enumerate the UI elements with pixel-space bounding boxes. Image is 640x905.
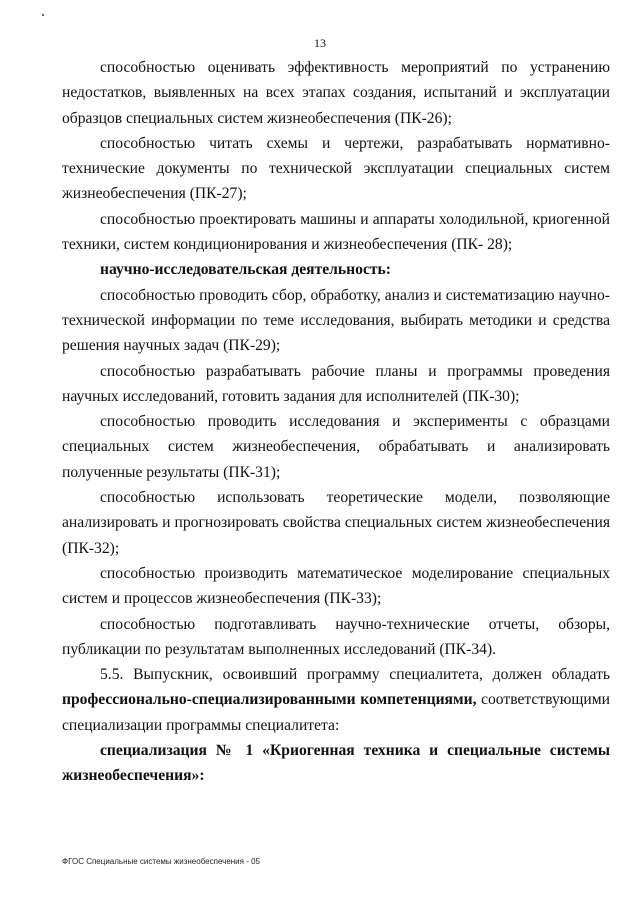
scan-speck [42,14,44,16]
paragraph-pk-33: способностью производить математическое моделирование специальных систем и процессов жизнеобеспечения (ПК-33); [62,564,610,608]
paragraph-5-5 [62,662,610,738]
paragraph-pk-32: способностью использовать теоретические модели, позволяющие анализировать и прогнозировать свойства специальных систем жизнеобеспечения (ПК-32); [62,489,610,557]
paragraph-pk-26: способностью оценивать эффективность мероприятий по устранению недостатков, выявленных на всех этапах создания, испытаний и эксплуатации образцов специальных систем жизнеобеспечения (ПК-26); [62,59,610,127]
paragraph-pk-34: способностью подготавливать научно-технические отчеты, обзоры, публикации по результатам выполненных исследований (ПК-34). [62,615,610,658]
document-body [62,55,610,789]
paragraph-pk-31: способностью проводить исследования и эксперименты с образцами специальных систем жизнеобеспечения, обрабатывать и анализировать полученные результаты (ПК-31); [62,413,610,481]
paragraph-pk-29: способностью проводить сбор, обработку, анализ и систематизацию научно-технической информации по теме исследования, выбирать методики и средства решения научных задач (ПК-29); [62,286,610,355]
specialization-heading: специализация № 1 «Криогенная техника и специальные системы жизнеобеспечения»: [62,742,610,785]
page-footer: ФГОС Специальные системы жизнеобеспечения - 05 [62,857,260,866]
paragraph-5-5-bold: профессионально-специализированными компетенциями, [62,691,477,709]
paragraph-5-5-lead: 5.5. Выпускник, освоивший программу специалитета, должен обладать [100,666,610,684]
paragraph-pk-28: способностью проектировать машины и аппараты холодильной, криогенной техники, систем кондиционирования и жизнеобеспечения (ПК- 28); [62,210,610,254]
page-number: 13 [314,36,326,50]
paragraph-pk-30: способностью разрабатывать рабочие планы и программы проведения научных исследований, готовить задания для исполнителей (ПК-30); [62,362,610,405]
section-heading-research: научно-исследовательская деятельность: [100,261,391,279]
paragraph-pk-27: способностью читать схемы и чертежи, разрабатывать нормативно-технические документы по технической эксплуатации специальных систем жизнеобеспечения (ПК-27); [62,134,610,203]
paragraph-5-5-tail: соответствующими специализации программы специалитета: [62,691,610,734]
